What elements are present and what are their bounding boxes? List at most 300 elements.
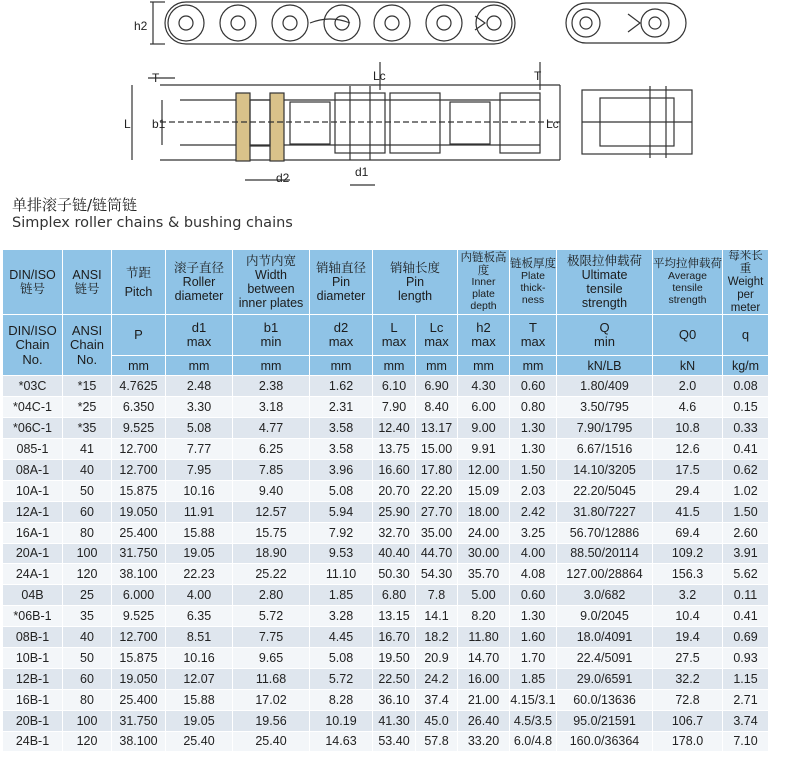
table-cell: 178.0 — [653, 731, 723, 752]
table-cell: 35 — [63, 606, 112, 627]
table-cell: 1.50 — [723, 501, 769, 522]
unit-ultimate: kN/LB — [557, 356, 653, 376]
sym-roller: d1 max — [166, 315, 233, 356]
table-cell: 38.100 — [112, 731, 166, 752]
table-cell: 11.68 — [233, 668, 310, 689]
table-cell: 7.90/1795 — [557, 418, 653, 439]
unit-roller: mm — [166, 356, 233, 376]
table-cell: 1.50 — [510, 459, 557, 480]
table-cell: 8.40 — [416, 397, 458, 418]
table-cell: 29.0/6591 — [557, 668, 653, 689]
table-cell: 24.2 — [416, 668, 458, 689]
table-cell: 3.25 — [510, 522, 557, 543]
table-cell: 6.000 — [112, 585, 166, 606]
table-cell: 0.93 — [723, 647, 769, 668]
table-cell: 17.5 — [653, 459, 723, 480]
table-cell: 1.85 — [310, 585, 373, 606]
header-thickness: 链板厚度 Plate thick- ness — [510, 250, 557, 315]
table-cell: 7.85 — [233, 459, 310, 480]
chain-spec-table — [2, 249, 769, 752]
table-cell: 7.8 — [416, 585, 458, 606]
table-row — [3, 376, 769, 397]
table-row — [3, 606, 769, 627]
table-cell: 19.56 — [233, 710, 310, 731]
sym-thickness: T max — [510, 315, 557, 356]
table-cell: 3.28 — [310, 606, 373, 627]
sym-ultimate: Q min — [557, 315, 653, 356]
table-cell: 19.050 — [112, 668, 166, 689]
table-cell: 2.80 — [233, 585, 310, 606]
table-cell: 24.00 — [458, 522, 510, 543]
table-row — [3, 418, 769, 439]
table-row — [3, 710, 769, 731]
table-cell: 5.62 — [723, 564, 769, 585]
table-cell: 1.60 — [510, 627, 557, 648]
table-cell: *25 — [63, 397, 112, 418]
header-pitch: 节距 Pitch — [112, 250, 166, 315]
header-pin-diameter: 销轴直径 Pin diameter — [310, 250, 373, 315]
table-cell: 4.00 — [510, 543, 557, 564]
table-cell: 16.00 — [458, 668, 510, 689]
table-cell: 6.35 — [166, 606, 233, 627]
table-cell: 25.90 — [373, 501, 416, 522]
table-row — [3, 585, 769, 606]
sym-pin-diameter: d2 max — [310, 315, 373, 356]
table-cell: 50.30 — [373, 564, 416, 585]
table-cell: 14.1 — [416, 606, 458, 627]
table-cell: 22.50 — [373, 668, 416, 689]
table-cell: 4.00 — [166, 585, 233, 606]
table-cell: 0.62 — [723, 459, 769, 480]
table-cell: 12.700 — [112, 627, 166, 648]
table-cell: 1.80/409 — [557, 376, 653, 397]
table-cell: 27.5 — [653, 647, 723, 668]
dim-l-label: L — [124, 117, 131, 131]
table-cell: 6.10 — [373, 376, 416, 397]
table-cell: 08B-1 — [3, 627, 63, 648]
table-cell: 10.16 — [166, 647, 233, 668]
table-cell: 5.08 — [166, 418, 233, 439]
table-cell: 8.28 — [310, 689, 373, 710]
table-cell: 19.05 — [166, 710, 233, 731]
table-cell: 80 — [63, 689, 112, 710]
unit-pin-diameter: mm — [310, 356, 373, 376]
sym-average: Q0 — [653, 315, 723, 356]
table-cell: 0.08 — [723, 376, 769, 397]
table-cell: 33.20 — [458, 731, 510, 752]
table-cell: 18.0/4091 — [557, 627, 653, 648]
table-row — [3, 564, 769, 585]
table-cell: 0.41 — [723, 439, 769, 460]
table-row — [3, 647, 769, 668]
chain-top-view — [165, 2, 515, 44]
table-row — [3, 543, 769, 564]
table-cell: 15.875 — [112, 647, 166, 668]
table-cell: 22.23 — [166, 564, 233, 585]
table-cell: 085-1 — [3, 439, 63, 460]
table-cell: 109.2 — [653, 543, 723, 564]
table-cell: 20B-1 — [3, 710, 63, 731]
table-cell: 1.70 — [510, 647, 557, 668]
table-row — [3, 627, 769, 648]
table-cell: 16.60 — [373, 459, 416, 480]
table-cell: *06C-1 — [3, 418, 63, 439]
table-cell: 17.80 — [416, 459, 458, 480]
table-cell: 12A-1 — [3, 501, 63, 522]
table-cell: 6.00 — [458, 397, 510, 418]
dim-lc-top-label: Lc — [373, 69, 386, 83]
table-cell: 18.90 — [233, 543, 310, 564]
table-cell: 5.72 — [310, 668, 373, 689]
table-cell: 8.20 — [458, 606, 510, 627]
table-cell: 50 — [63, 480, 112, 501]
table-row — [3, 459, 769, 480]
table-cell: 44.70 — [416, 543, 458, 564]
table-cell: 13.15 — [373, 606, 416, 627]
table-cell: 15.88 — [166, 689, 233, 710]
unit-inner-plate: mm — [458, 356, 510, 376]
table-cell: 60 — [63, 501, 112, 522]
table-cell: *06B-1 — [3, 606, 63, 627]
table-cell: 80 — [63, 522, 112, 543]
unit-pin-lc: mm — [416, 356, 458, 376]
table-cell: 0.69 — [723, 627, 769, 648]
table-cell: 31.750 — [112, 710, 166, 731]
table-cell: 3.30 — [166, 397, 233, 418]
table-cell: 20.9 — [416, 647, 458, 668]
table-cell: 4.30 — [458, 376, 510, 397]
table-cell: 36.10 — [373, 689, 416, 710]
table-cell: 11.91 — [166, 501, 233, 522]
header-pin-length: 销轴长度 Pin length — [373, 250, 458, 315]
table-cell: 19.4 — [653, 627, 723, 648]
table-cell: 9.53 — [310, 543, 373, 564]
header-din-iso-chain: DIN/ISO Chain No. — [3, 315, 63, 376]
dim-d1-label: d1 — [355, 165, 369, 179]
table-cell: 32.70 — [373, 522, 416, 543]
title-chinese: 单排滚子链/链筒链 — [12, 196, 138, 214]
table-cell: 0.11 — [723, 585, 769, 606]
table-cell: 11.10 — [310, 564, 373, 585]
table-cell: 56.70/12886 — [557, 522, 653, 543]
unit-weight: kg/m — [723, 356, 769, 376]
table-cell: 40.40 — [373, 543, 416, 564]
table-cell: 0.60 — [510, 585, 557, 606]
table-cell: 127.00/28864 — [557, 564, 653, 585]
table-cell: 3.0/682 — [557, 585, 653, 606]
table-cell: 1.30 — [510, 606, 557, 627]
table-cell: 41 — [63, 439, 112, 460]
table-cell: 2.03 — [510, 480, 557, 501]
table-cell: 10.19 — [310, 710, 373, 731]
header-ultimate: 极限拉伸载荷 Ultimate tensile strength — [557, 250, 653, 315]
table-cell: 37.4 — [416, 689, 458, 710]
table-cell: 19.05 — [166, 543, 233, 564]
table-cell: 3.58 — [310, 439, 373, 460]
table-cell: 0.41 — [723, 606, 769, 627]
table-cell: 45.0 — [416, 710, 458, 731]
table-cell: 2.31 — [310, 397, 373, 418]
table-cell: 21.00 — [458, 689, 510, 710]
table-cell: 15.09 — [458, 480, 510, 501]
table-cell: 19.50 — [373, 647, 416, 668]
table-cell: *35 — [63, 418, 112, 439]
table-cell: 60.0/13636 — [557, 689, 653, 710]
table-cell: 41.5 — [653, 501, 723, 522]
table-cell: 5.00 — [458, 585, 510, 606]
table-cell: 12B-1 — [3, 668, 63, 689]
table-cell: 7.10 — [723, 731, 769, 752]
table-cell: 30.00 — [458, 543, 510, 564]
table-cell: 25.22 — [233, 564, 310, 585]
sym-inner-plate: h2 max — [458, 315, 510, 356]
table-cell: 18.2 — [416, 627, 458, 648]
sym-width: b1 min — [233, 315, 310, 356]
table-cell: 22.20 — [416, 480, 458, 501]
table-cell: 31.80/7227 — [557, 501, 653, 522]
table-cell: 26.40 — [458, 710, 510, 731]
dim-b1-label: b1 — [152, 117, 166, 131]
table-cell: 4.15/3.1 — [510, 689, 557, 710]
table-cell: 3.2 — [653, 585, 723, 606]
table-cell: 19.050 — [112, 501, 166, 522]
sym-pin-lc: Lc max — [416, 315, 458, 356]
table-cell: 9.40 — [233, 480, 310, 501]
table-cell: 57.8 — [416, 731, 458, 752]
table-cell: 25 — [63, 585, 112, 606]
table-cell: 0.15 — [723, 397, 769, 418]
table-cell: 12.07 — [166, 668, 233, 689]
table-row — [3, 501, 769, 522]
table-cell: 0.60 — [510, 376, 557, 397]
table-cell: 1.02 — [723, 480, 769, 501]
table-cell: 4.08 — [510, 564, 557, 585]
table-cell: *04C-1 — [3, 397, 63, 418]
table-cell: 38.100 — [112, 564, 166, 585]
table-cell: 160.0/36364 — [557, 731, 653, 752]
table-cell: 41.30 — [373, 710, 416, 731]
table-cell: 7.90 — [373, 397, 416, 418]
header-ansi: ANSI 链号 — [63, 250, 112, 315]
unit-pin-l: mm — [373, 356, 416, 376]
table-cell: 14.70 — [458, 647, 510, 668]
table-cell: 53.40 — [373, 731, 416, 752]
unit-thickness: mm — [510, 356, 557, 376]
header-ansi-chain: ANSI Chain No. — [63, 315, 112, 376]
table-cell: 4.5/3.5 — [510, 710, 557, 731]
table-cell: 14.10/3205 — [557, 459, 653, 480]
header-din-iso: DIN/ISO 链号 — [3, 250, 63, 315]
table-row — [3, 439, 769, 460]
table-cell: 1.15 — [723, 668, 769, 689]
table-cell: 15.88 — [166, 522, 233, 543]
table-cell: 1.85 — [510, 668, 557, 689]
table-cell: 10.4 — [653, 606, 723, 627]
table-cell: 7.92 — [310, 522, 373, 543]
table-cell: 3.96 — [310, 459, 373, 480]
table-cell: 22.20/5045 — [557, 480, 653, 501]
header-average: 平均拉伸载荷 Average tensile strength — [653, 250, 723, 315]
table-cell: 16.70 — [373, 627, 416, 648]
table-cell: 100 — [63, 543, 112, 564]
dim-t-right-label: T — [534, 69, 542, 83]
unit-pitch: mm — [112, 356, 166, 376]
table-cell: 3.50/795 — [557, 397, 653, 418]
chain-plan-view — [160, 85, 560, 161]
table-cell: 14.63 — [310, 731, 373, 752]
table-cell: 10.16 — [166, 480, 233, 501]
table-cell: 40 — [63, 459, 112, 480]
table-cell: 95.0/21591 — [557, 710, 653, 731]
header-weight: 每米长重 Weight per meter — [723, 250, 769, 315]
chain-end-view — [566, 3, 686, 43]
table-cell: 3.91 — [723, 543, 769, 564]
table-cell: 4.7625 — [112, 376, 166, 397]
table-cell: 60 — [63, 668, 112, 689]
table-cell: 13.17 — [416, 418, 458, 439]
sym-pitch: P — [112, 315, 166, 356]
chain-technical-drawing — [0, 0, 802, 192]
table-cell: 3.18 — [233, 397, 310, 418]
table-row — [3, 480, 769, 501]
table-cell: 9.525 — [112, 606, 166, 627]
table-cell: 20A-1 — [3, 543, 63, 564]
table-cell: 5.08 — [310, 480, 373, 501]
table-cell: 0.33 — [723, 418, 769, 439]
table-cell: 4.45 — [310, 627, 373, 648]
table-cell: 6.0/4.8 — [510, 731, 557, 752]
title-english: Simplex roller chains & bushing chains — [12, 215, 293, 231]
table-cell: 20.70 — [373, 480, 416, 501]
table-cell: 1.62 — [310, 376, 373, 397]
table-cell: 22.4/5091 — [557, 647, 653, 668]
table-cell: 40 — [63, 627, 112, 648]
chain-side-view — [582, 86, 692, 158]
table-cell: 25.400 — [112, 522, 166, 543]
table-cell: 12.40 — [373, 418, 416, 439]
table-row — [3, 522, 769, 543]
table-row — [3, 668, 769, 689]
dim-d2-label: d2 — [276, 171, 290, 185]
table-cell: 08A-1 — [3, 459, 63, 480]
table-cell: 9.00 — [458, 418, 510, 439]
header-inner-plate: 内链板高度 Inner plate depth — [458, 250, 510, 315]
table-cell: 5.72 — [233, 606, 310, 627]
dim-h2-label: h2 — [134, 19, 148, 33]
table-cell: 6.67/1516 — [557, 439, 653, 460]
table-cell: 16B-1 — [3, 689, 63, 710]
table-cell: 31.750 — [112, 543, 166, 564]
table-cell: 15.00 — [416, 439, 458, 460]
table-cell: 120 — [63, 564, 112, 585]
table-cell: 6.25 — [233, 439, 310, 460]
table-cell: 12.57 — [233, 501, 310, 522]
table-cell: *15 — [63, 376, 112, 397]
table-cell: 10A-1 — [3, 480, 63, 501]
table-cell: 6.90 — [416, 376, 458, 397]
table-cell: 4.77 — [233, 418, 310, 439]
table-cell: 15.75 — [233, 522, 310, 543]
table-cell: 72.8 — [653, 689, 723, 710]
table-cell: 12.6 — [653, 439, 723, 460]
table-cell: 1.30 — [510, 418, 557, 439]
table-cell: 3.74 — [723, 710, 769, 731]
table-cell: 29.4 — [653, 480, 723, 501]
table-cell: 17.02 — [233, 689, 310, 710]
table-cell: 10.8 — [653, 418, 723, 439]
table-cell: 12.00 — [458, 459, 510, 480]
table-cell: 120 — [63, 731, 112, 752]
table-cell: 32.2 — [653, 668, 723, 689]
table-cell: *03C — [3, 376, 63, 397]
table-cell: 35.00 — [416, 522, 458, 543]
table-cell: 10B-1 — [3, 647, 63, 668]
table-cell: 4.6 — [653, 397, 723, 418]
table-cell: 2.60 — [723, 522, 769, 543]
unit-average: kN — [653, 356, 723, 376]
table-cell: 13.75 — [373, 439, 416, 460]
table-cell: 6.350 — [112, 397, 166, 418]
table-cell: 2.71 — [723, 689, 769, 710]
table-cell: 12.700 — [112, 439, 166, 460]
table-cell: 2.38 — [233, 376, 310, 397]
table-cell: 7.77 — [166, 439, 233, 460]
sym-weight: q — [723, 315, 769, 356]
table-cell: 9.65 — [233, 647, 310, 668]
table-body — [3, 376, 769, 752]
table-row — [3, 397, 769, 418]
table-cell: 35.70 — [458, 564, 510, 585]
table-cell: 15.875 — [112, 480, 166, 501]
table-cell: 5.08 — [310, 647, 373, 668]
table-cell: 9.525 — [112, 418, 166, 439]
table-cell: 3.58 — [310, 418, 373, 439]
table-cell: 27.70 — [416, 501, 458, 522]
table-row — [3, 731, 769, 752]
header-roller: 滚子直径 Roller diameter — [166, 250, 233, 315]
table-cell: 7.75 — [233, 627, 310, 648]
table-cell: 5.94 — [310, 501, 373, 522]
dim-t-left-label: T — [152, 71, 160, 85]
table-cell: 156.3 — [653, 564, 723, 585]
table-cell: 04B — [3, 585, 63, 606]
header-width: 内节内宽 Width between inner plates — [233, 250, 310, 315]
table-cell: 9.91 — [458, 439, 510, 460]
sym-pin-l: L max — [373, 315, 416, 356]
table-cell: 50 — [63, 647, 112, 668]
table-row — [3, 689, 769, 710]
table-cell: 2.0 — [653, 376, 723, 397]
table-cell: 12.700 — [112, 459, 166, 480]
table-cell: 2.48 — [166, 376, 233, 397]
unit-width: mm — [233, 356, 310, 376]
table-cell: 6.80 — [373, 585, 416, 606]
table-cell: 7.95 — [166, 459, 233, 480]
dim-lc-right-label: Lc — [546, 117, 559, 131]
table-cell: 11.80 — [458, 627, 510, 648]
table-cell: 8.51 — [166, 627, 233, 648]
table-cell: 0.80 — [510, 397, 557, 418]
table-cell: 18.00 — [458, 501, 510, 522]
table-cell: 25.400 — [112, 689, 166, 710]
table-cell: 25.40 — [166, 731, 233, 752]
table-cell: 1.30 — [510, 439, 557, 460]
table-cell: 24A-1 — [3, 564, 63, 585]
table-cell: 25.40 — [233, 731, 310, 752]
table-cell: 9.0/2045 — [557, 606, 653, 627]
table-cell: 69.4 — [653, 522, 723, 543]
table-cell: 88.50/20114 — [557, 543, 653, 564]
